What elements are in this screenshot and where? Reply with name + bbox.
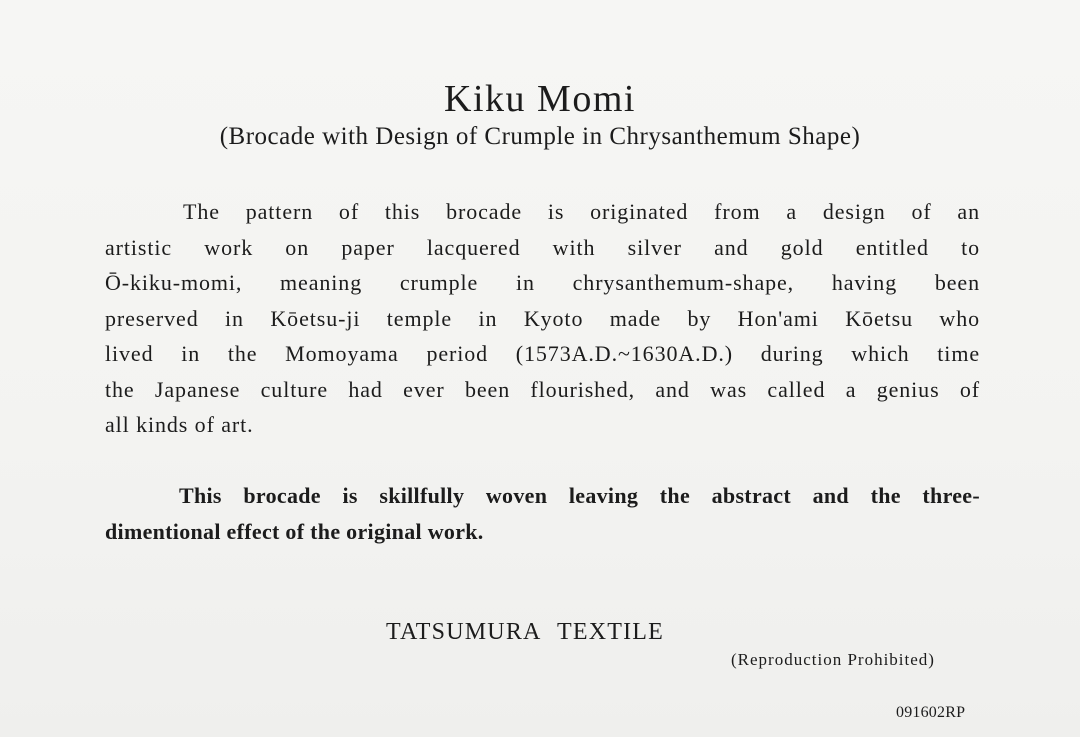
paragraph-line: This brocade is skillfully woven leaving the abstract and the three-	[179, 483, 980, 508]
weaving-paragraph	[105, 478, 980, 549]
document-title: Kiku Momi	[444, 78, 636, 120]
reproduction-notice: (Reproduction Prohibited)	[731, 650, 935, 669]
paragraph-line: the Japanese culture had ever been flourished, and was called a genius of	[105, 376, 980, 402]
paragraph-line: The pattern of this brocade is originated from a design of an	[183, 199, 980, 224]
paragraph-line: preserved in Kōetsu-ji temple in Kyoto made by Hon'ami Kōetsu who	[105, 305, 980, 331]
description-paragraph	[105, 194, 980, 443]
paragraph-line: Ō-kiku-momi, meaning crumple in chrysanthemum-shape, having been	[105, 270, 980, 295]
document-subtitle: (Brocade with Design of Crumple in Chrysanthemum Shape)	[219, 123, 861, 150]
company-name: TATSUMURA TEXTILE	[386, 619, 665, 645]
product-code: 091602RP	[896, 704, 966, 721]
paragraph-line: dimentional effect of the original work.	[105, 518, 484, 544]
paragraph-line: lived in the Momoyama period (1573A.D.~1630A.D.) during which time	[105, 341, 980, 366]
paragraph-line: all kinds of art.	[105, 412, 254, 437]
paragraph-line: artistic work on paper lacquered with silver and gold entitled to	[105, 234, 980, 260]
